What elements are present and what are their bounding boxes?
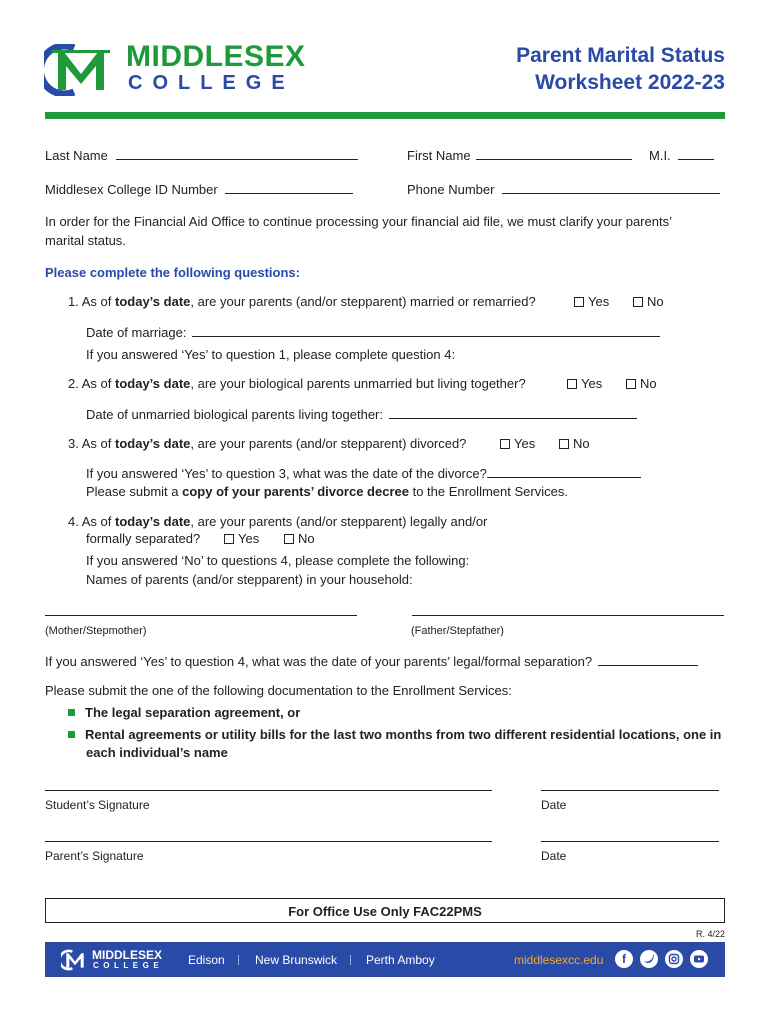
q1-pre: As of <box>81 294 115 309</box>
q4-number: 4. <box>68 514 79 529</box>
cohabit-date-line[interactable] <box>389 406 637 419</box>
docs-item-1-text: The legal separation agreement, or <box>85 705 301 720</box>
q4-no-option[interactable] <box>284 531 315 546</box>
parent-date-line[interactable] <box>541 841 719 842</box>
q4-pre: As of <box>81 514 115 529</box>
campus-perth-amboy: Perth Amboy <box>366 953 435 967</box>
phone-label: Phone Number <box>407 182 495 197</box>
marriage-date-field[interactable] <box>86 324 660 340</box>
student-date-line[interactable] <box>541 790 719 791</box>
q2-pre: As of <box>81 376 115 391</box>
separation-date-line[interactable] <box>598 653 698 666</box>
separation-date-field[interactable] <box>45 653 698 669</box>
footer-mc-monogram-icon <box>61 949 89 971</box>
q4-yes-label: Yes <box>238 531 260 546</box>
id-number-field[interactable] <box>45 181 353 197</box>
q3-no-label: No <box>573 436 590 451</box>
mi-line[interactable] <box>678 147 714 160</box>
student-signature-line[interactable] <box>45 790 492 791</box>
id-number-label: Middlesex College ID Number <box>45 182 218 197</box>
docs-item-2-cont: each individual’s name <box>86 745 228 760</box>
q4-yes-checkbox[interactable] <box>224 534 234 544</box>
q1-no-label: No <box>647 294 664 309</box>
page-title-line1: Parent Marital Status <box>516 44 725 67</box>
mother-label: (Mother/Stepmother) <box>45 625 147 637</box>
college-logo <box>44 40 324 100</box>
q4-line2: formally separated? <box>86 531 201 546</box>
campus-new-brunswick: New Brunswick <box>255 953 338 967</box>
footer-logo-top: MIDDLESEX <box>92 948 163 962</box>
docs-intro: Please submit the one of the following documentation to the Enrollment Services: <box>45 683 512 698</box>
q2-no-label: No <box>640 376 657 391</box>
q1-no-checkbox[interactable] <box>633 297 643 307</box>
divorce-decree-note <box>86 484 568 499</box>
phone-line[interactable] <box>502 181 720 194</box>
q2-no-option[interactable] <box>626 376 657 391</box>
q2-bold: today’s date <box>115 376 191 391</box>
phone-field[interactable] <box>407 181 720 197</box>
marriage-date-label: Date of marriage: <box>86 325 187 340</box>
q3-yes-option[interactable] <box>500 436 535 451</box>
parent-signature-label: Parent’s Signature <box>45 849 144 863</box>
cohabit-date-field[interactable] <box>86 406 637 422</box>
q3-number: 3. <box>68 436 79 451</box>
mi-field[interactable] <box>649 147 714 163</box>
docs-item-2 <box>68 727 721 742</box>
footer-bar <box>45 942 725 977</box>
q2-no-checkbox[interactable] <box>626 379 636 389</box>
decree-bold: copy of your parents’ divorce decree <box>182 484 409 499</box>
q2-yes-option[interactable] <box>567 376 602 391</box>
q3-no-checkbox[interactable] <box>559 439 569 449</box>
question-1 <box>68 294 536 309</box>
q4-note2: Names of parents (and/or stepparent) in your household: <box>86 572 413 587</box>
father-name-line[interactable] <box>412 615 724 616</box>
parent-date-label: Date <box>541 849 567 863</box>
question-2 <box>68 376 526 391</box>
q1-no-option[interactable] <box>633 294 664 309</box>
mc-monogram-icon <box>44 44 118 96</box>
website-link[interactable]: middlesexcc.edu <box>514 953 604 967</box>
q2-yes-checkbox[interactable] <box>567 379 577 389</box>
q3-pre: As of <box>81 436 115 451</box>
office-use-label: For Office Use Only FAC22PMS <box>288 904 482 919</box>
divorce-date-field[interactable] <box>86 465 641 481</box>
q1-yes-label: Yes <box>588 294 610 309</box>
q4-yes-option[interactable] <box>224 531 259 546</box>
parent-signature-line[interactable] <box>45 841 492 842</box>
id-number-line[interactable] <box>225 181 353 194</box>
page-title-line2: Worksheet 2022-23 <box>535 71 725 94</box>
father-label: (Father/Stepfather) <box>411 625 504 637</box>
divorce-date-line[interactable] <box>487 465 641 478</box>
q2-number: 2. <box>68 376 79 391</box>
student-signature-label: Student’s Signature <box>45 798 150 812</box>
q1-bold: today’s date <box>115 294 191 309</box>
footer-separator <box>350 955 351 965</box>
q4-bold: today’s date <box>115 514 191 529</box>
divorce-date-label: If you answered ‘Yes’ to question 3, what was the date of the divorce? <box>86 466 487 481</box>
bullet-square-icon <box>68 731 75 738</box>
footer-separator <box>238 955 239 965</box>
q4-no-label: No <box>298 531 315 546</box>
q2-yes-label: Yes <box>581 376 603 391</box>
last-name-field[interactable] <box>45 147 358 163</box>
marriage-date-line[interactable] <box>192 324 660 337</box>
first-name-field[interactable] <box>407 147 632 163</box>
q3-yes-label: Yes <box>514 436 536 451</box>
q1-yes-option[interactable] <box>574 294 609 309</box>
header-divider <box>45 112 725 119</box>
first-name-label: First Name <box>407 148 471 163</box>
q3-yes-checkbox[interactable] <box>500 439 510 449</box>
mother-name-line[interactable] <box>45 615 357 616</box>
docs-item-1 <box>68 705 300 720</box>
q3-bold: today’s date <box>115 436 191 451</box>
last-name-label: Last Name <box>45 148 108 163</box>
bullet-square-icon <box>68 709 75 716</box>
first-name-line[interactable] <box>476 147 632 160</box>
logo-wordmark-top: MIDDLESEX <box>126 40 306 73</box>
instagram-icon[interactable] <box>665 950 683 968</box>
q3-no-option[interactable] <box>559 436 590 451</box>
q3-post: , are your parents (and/or stepparent) divorced? <box>190 436 467 451</box>
page-title <box>516 42 725 96</box>
revision-code: R. 4/22 <box>695 929 725 939</box>
docs-item-2-text: Rental agreements or utility bills for the last two months from two different residential locations, one in <box>85 727 722 742</box>
logo-wordmark-bottom: COLLEGE <box>128 72 295 94</box>
intro-line2: marital status. <box>45 233 126 248</box>
student-date-label: Date <box>541 798 567 812</box>
q4-post: , are your parents (and/or stepparent) legally and/or <box>190 514 488 529</box>
youtube-icon[interactable] <box>690 950 708 968</box>
intro-line1: In order for the Financial Aid Office to continue processing your financial aid file, we must clarify your parents’ <box>45 214 672 229</box>
cohabit-date-label: Date of unmarried biological parents living together: <box>86 407 384 422</box>
question-3 <box>68 436 466 451</box>
q1-number: 1. <box>68 294 79 309</box>
decree-post: to the Enrollment Services. <box>408 484 568 499</box>
campus-edison: Edison <box>188 953 225 967</box>
q1-post: , are your parents (and/or stepparent) married or remarried? <box>190 294 536 309</box>
q4-note1: If you answered ‘No’ to questions 4, please complete the following: <box>86 553 470 568</box>
q1-yes-checkbox[interactable] <box>574 297 584 307</box>
mi-label: M.I. <box>649 148 671 163</box>
q2-post: , are your biological parents unmarried but living together? <box>190 376 526 391</box>
question-4 <box>68 514 487 529</box>
decree-pre: Please submit a <box>86 484 183 499</box>
q4-no-checkbox[interactable] <box>284 534 294 544</box>
footer-logo-bottom: COLLEGE <box>93 961 164 970</box>
facebook-icon[interactable]: f <box>615 950 633 968</box>
office-use-box <box>45 898 725 923</box>
separation-question: If you answered ‘Yes’ to question 4, what was the date of your parents’ legal/formal separation? <box>45 654 593 669</box>
twitter-icon[interactable] <box>640 950 658 968</box>
last-name-line[interactable] <box>116 147 358 160</box>
instructions-heading: Please complete the following questions: <box>45 265 300 280</box>
q1-note: If you answered ‘Yes’ to question 1, please complete question 4: <box>86 347 456 362</box>
